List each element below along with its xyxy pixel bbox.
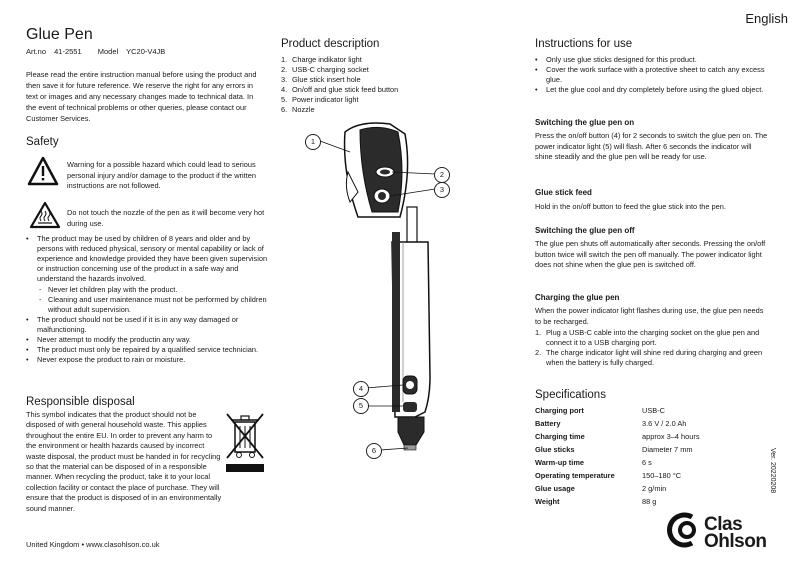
switch-on-heading: Switching the glue pen on bbox=[535, 118, 635, 127]
article-number: Art.no 41-2551 Model YC20-V4JB bbox=[26, 47, 166, 56]
list-item: • The product may be used by children of 8 years and older and by persons with reduced physical, sensory or mental capability or lack of experience and knowledge provided they have been given supervision or instruction concerning use of the product in a safe way and understand the hazards involved. - Never let children play with the product. - Cleaning and user maintenance must not be performed by children without adult supervision. bbox=[26, 234, 268, 315]
switch-off-text: The glue pen shuts off automatically after seconds. Pressing the on/off button twice will switch the pen off manually. The power indicator light does not shine when the glue pen is switched off. bbox=[535, 239, 766, 269]
weee-bin-icon bbox=[222, 410, 268, 476]
list-item: 6. Nozzle bbox=[281, 105, 315, 114]
charging-heading: Charging the glue pen bbox=[535, 293, 620, 302]
list-item: • Cover the work surface with a protective sheet to catch any excess glue. bbox=[535, 65, 765, 85]
table-row: Battery 3.6 V / 2.0 Ah bbox=[535, 419, 687, 428]
list-item: • The product should not be used if it is in any way damaged or malfunctioning. bbox=[26, 315, 268, 335]
list-item: 3. Glue stick insert hole bbox=[281, 75, 361, 84]
footer-address: United Kingdom • www.clasohlson.co.uk bbox=[26, 540, 160, 549]
list-item: 4. On/off and glue stick feed button bbox=[281, 85, 399, 94]
callout-5: 5 bbox=[353, 398, 369, 414]
hot-surface-icon bbox=[29, 201, 61, 229]
callout-1: 1 bbox=[305, 134, 321, 150]
table-row: Glue sticks Diameter 7 mm bbox=[535, 445, 693, 454]
switch-off-heading: Switching the glue pen off bbox=[535, 226, 635, 235]
charging-steps bbox=[535, 328, 770, 368]
warning-icon bbox=[27, 156, 59, 186]
product-description-heading: Product description bbox=[281, 38, 380, 50]
safety-list bbox=[26, 234, 268, 365]
safety-heading: Safety bbox=[26, 136, 59, 148]
list-item: 2. The charge indicator light will shine red during charging and green when the battery is fully charged. bbox=[535, 348, 763, 367]
intro-text: Please read the entire instruction manual before using the product and then save it for future reference. We reserve the right for any errors in text or images and any necessary changes made to technical data. In the event of technical problems or other queries, please contact our Customer Services. bbox=[26, 70, 257, 123]
list-item: 1. Charge indikator light bbox=[281, 55, 362, 64]
disposal-text: This symbol indicates that the product should not be disposed of with general household waste. This applies throughout the entire EU. In order to prevent any harm to the environment or health hazards caused by incorrect waste disposal, the product must be handed in for recycling so that the material can be disposed of in a responsible manner. When recycling the product, take it to your local collection facility or contact the place of purchase. They will ensure that the product is disposed of in an environmentally sound manner. bbox=[26, 410, 222, 513]
switch-on-text: Press the on/off button (4) for 2 seconds to switch the glue pen on. The power indicator light (5) will flash. After 6 seconds the indicator will shine steadily and the glue pen will be ready for use. bbox=[535, 131, 768, 161]
specifications-heading: Specifications bbox=[535, 389, 606, 401]
list-item: - Cleaning and user maintenance must not be performed by children without adult supervision. bbox=[37, 295, 268, 315]
clas-ohlson-logo-icon bbox=[666, 510, 702, 550]
callout-3: 3 bbox=[434, 182, 450, 198]
table-row: Charging time approx 3–4 hours bbox=[535, 432, 700, 441]
list-item: • Never expose the product to rain or moisture. bbox=[26, 355, 268, 365]
list-item: • Never attempt to modify the productin any way. bbox=[26, 335, 268, 345]
list-item: • Only use glue sticks designed for this product. bbox=[535, 55, 765, 65]
list-item: 5. Power indicator light bbox=[281, 95, 359, 104]
glue-pen-illustration bbox=[300, 112, 480, 462]
specifications-table bbox=[535, 404, 745, 508]
list-item: • The product must only be repaired by a qualified service technician. bbox=[26, 345, 268, 355]
callout-4: 4 bbox=[353, 381, 369, 397]
instructions-heading: Instructions for use bbox=[535, 38, 633, 50]
list-item: 1. Plug a USB-C cable into the charging socket on the glue pen and connect it to a USB charging port. bbox=[535, 328, 760, 347]
list-item: • Let the glue cool and dry completely before using the glued object. bbox=[535, 85, 765, 95]
product-parts-list bbox=[281, 55, 481, 115]
table-row: Charging port USB-C bbox=[535, 406, 665, 415]
table-row: Operating temperature 150–180 °C bbox=[535, 471, 682, 480]
list-item: 2. USB-C charging socket bbox=[281, 65, 369, 74]
page-title: Glue Pen bbox=[26, 26, 93, 43]
warning-text: Warning for a possible hazard which could lead to serious personal injury and/or damage to the product if the written instructions are not followed. bbox=[67, 160, 256, 190]
table-row: Warm-up time 6 s bbox=[535, 458, 652, 467]
callout-2: 2 bbox=[434, 167, 450, 183]
feed-heading: Glue stick feed bbox=[535, 188, 592, 197]
language-label: English bbox=[745, 11, 788, 26]
list-item: - Never let children play with the product. bbox=[37, 285, 268, 295]
clas-ohlson-logo: Clas Ohlson bbox=[704, 514, 767, 552]
table-row: Weight 88 g bbox=[535, 497, 657, 506]
table-row: Glue usage 2 g/min bbox=[535, 484, 667, 493]
instructions-list bbox=[535, 55, 765, 95]
callout-6: 6 bbox=[366, 443, 382, 459]
version-label: Ver. 20220208 bbox=[769, 448, 776, 494]
hot-warning-text: Do not touch the nozzle of the pen as it will become very hot during use. bbox=[67, 208, 265, 228]
feed-text: Hold in the on/off button to feed the glue stick into the pen. bbox=[535, 202, 726, 211]
disposal-heading: Responsible disposal bbox=[26, 396, 135, 408]
charging-text: When the power indicator light flashes during use, the glue pen needs to be recharged. bbox=[535, 306, 764, 326]
